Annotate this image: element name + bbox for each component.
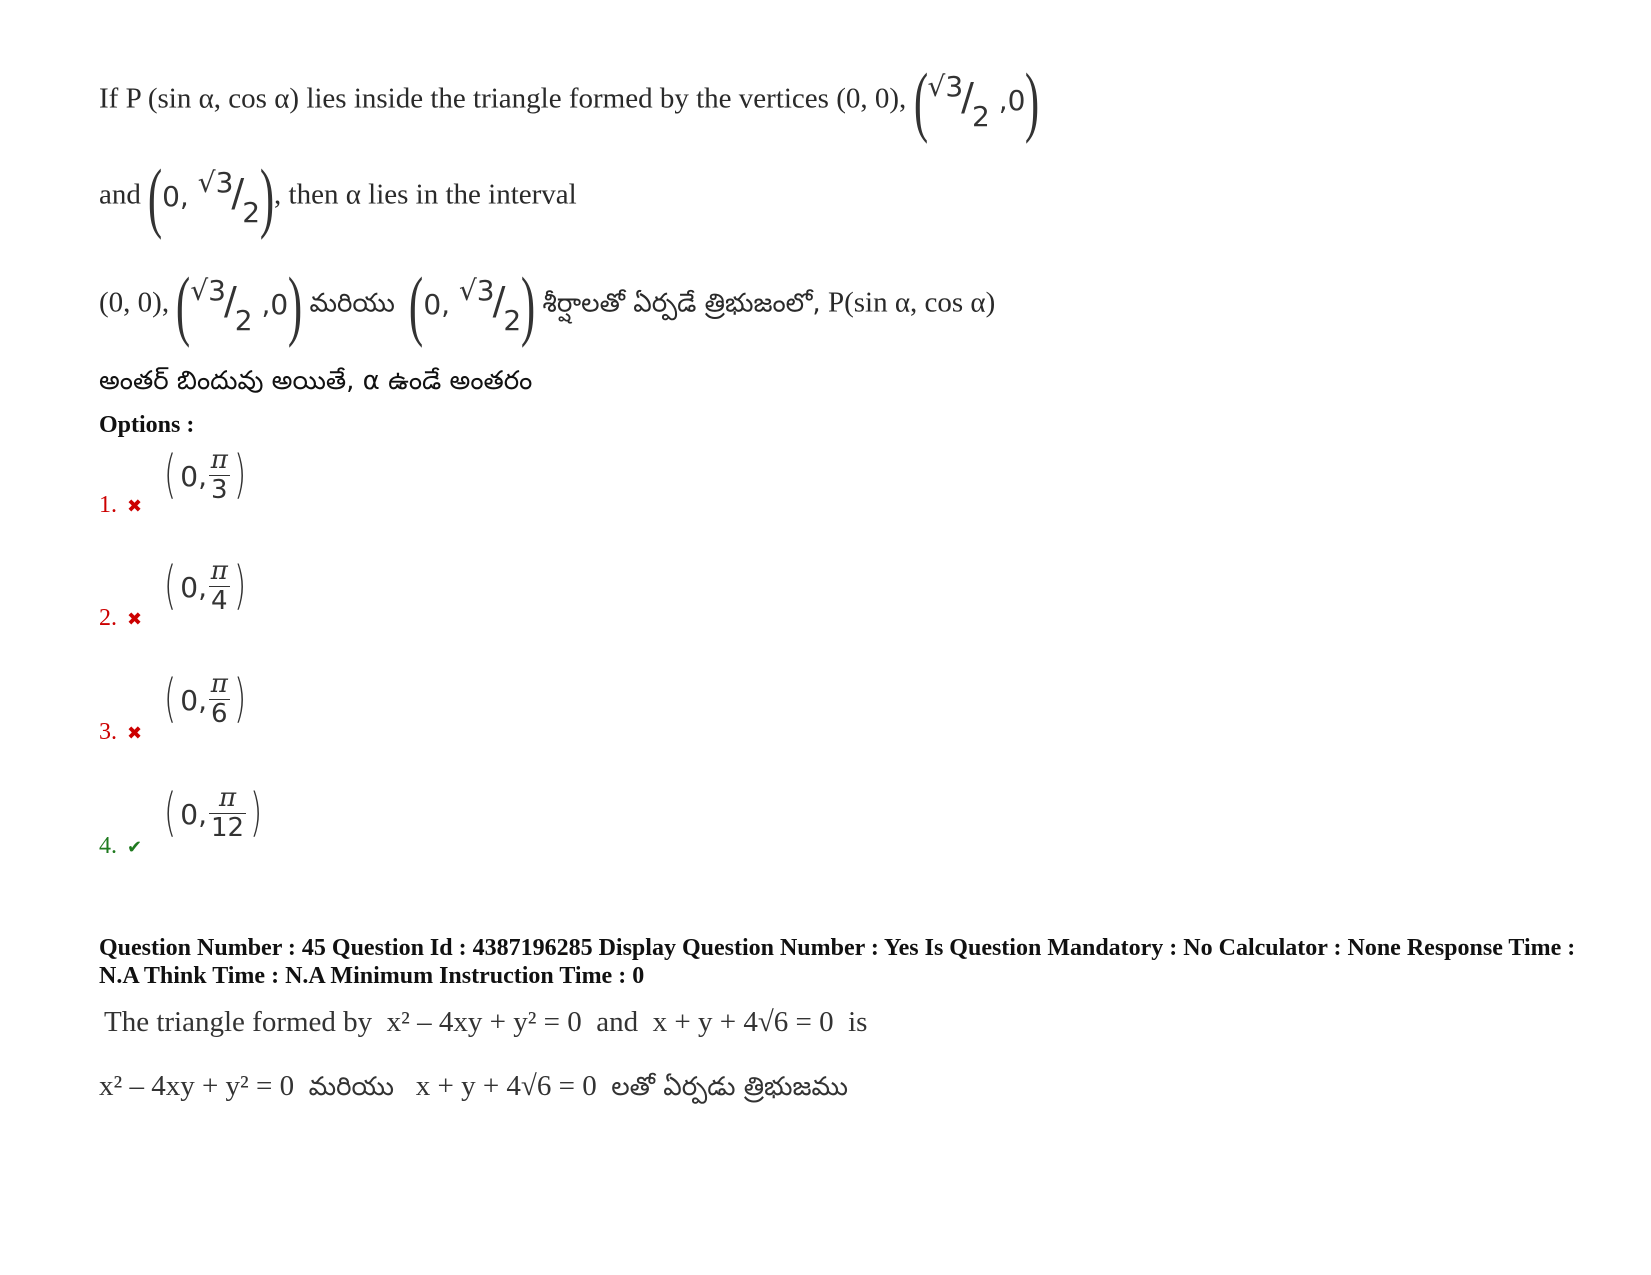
option-2-label: 2. ✖ xyxy=(99,605,143,631)
sqrt3-over-2: $^{√3}/_2$ ,0 xyxy=(927,69,1026,133)
equation-2: x + y + 4√6 = 0 xyxy=(652,1006,834,1038)
vertex3: 0, $^{√3}/_2$ xyxy=(162,165,261,229)
cross-icon: ✖ xyxy=(127,723,143,744)
q44-telugu-line2: అంతర్ బిందువు అయితే, α ఉండే అంతరం xyxy=(99,366,533,396)
question-meta: Question Number : 45 Question Id : 4387196285 Display Question Number : Yes Is Question Mandatory : No Calculator : None Response Time : N.A Think Time : N.A Minimum Instruction Time : 0 xyxy=(99,935,1576,989)
option-4-label: 4. ✔ xyxy=(99,833,143,859)
q44-english-line1: If P (sin α, cos α) lies inside the triangle formed by the vertices (0, 0), ($^{√3}/_2$ ,0) xyxy=(99,57,1040,144)
equation-1: x² – 4xy + y² = 0 xyxy=(386,1006,582,1038)
cross-icon: ✖ xyxy=(127,496,143,517)
option-3-value[interactable]: ( 0, $\frac{\pi}{6}$ ) xyxy=(164,669,246,730)
q44-telugu-line1: (0, 0), ($^{√3}/_2$ ,0) మరియు (0, $^{√3}/_2$) శీర్షాలతో ఏర్పడే త్రిభుజంలో, P(sin α, cos α) xyxy=(99,261,996,348)
q45-telugu: x² – 4xy + y² = 0 మరియు x + y + 4√6 = 0 లతో ఏర్పడు త్రిభుజము xyxy=(99,1070,849,1102)
option-1-value[interactable]: ( 0, $\frac{\pi}{3}$ ) xyxy=(164,445,246,506)
options-heading: Options : xyxy=(99,412,195,438)
option-1-label: 1. ✖ xyxy=(99,492,143,518)
checkmark-icon: ✔ xyxy=(127,837,143,858)
cross-icon: ✖ xyxy=(127,609,143,630)
option-2-value[interactable]: ( 0, $\frac{\pi}{4}$ ) xyxy=(164,556,246,617)
option-4-value[interactable]: ( 0, $\frac{\pi}{12}$ ) xyxy=(164,783,263,844)
q44-english-line2: and (0, $^{√3}/_2$), then α lies in the interval xyxy=(99,153,577,240)
q44-text-line1: If P (sin α, cos α) lies inside the triangle formed by the vertices (0, 0), xyxy=(99,82,907,115)
option-3-label: 3. ✖ xyxy=(99,719,143,745)
q45-english: The triangle formed by x² – 4xy + y² = 0 and x + y + 4√6 = 0 is xyxy=(104,1006,868,1038)
